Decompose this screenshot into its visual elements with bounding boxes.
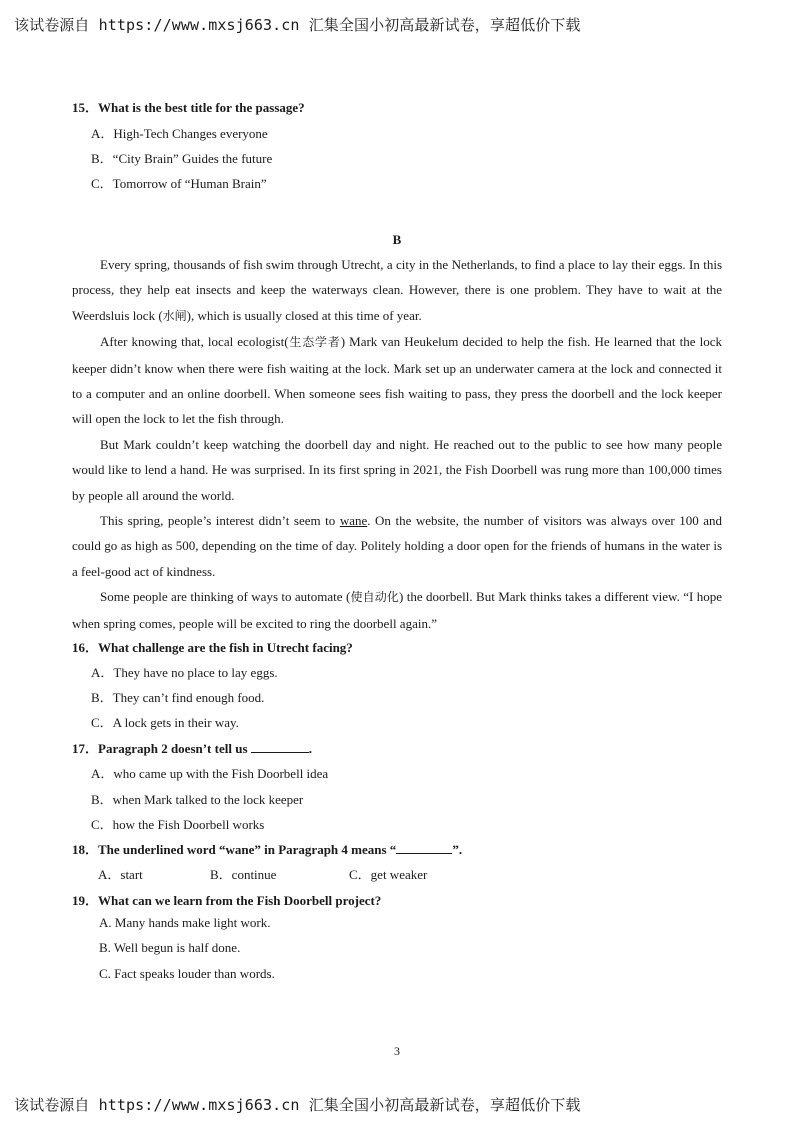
question-15-stem: 15．What is the best title for the passage? — [72, 100, 305, 115]
passage-paragraph-5: Some people are thinking of ways to automate (使自动化) the doorbell. But Mark thinks takes a different view. “I hope when spring comes, people will be excited to ring the doorbell again.” — [72, 589, 722, 631]
question-16-stem: 16．What challenge are the fish in Utrecht facing? — [72, 640, 353, 655]
footer-banner — [14, 1094, 581, 1115]
question-17-option-b: B．when Mark talked to the lock keeper — [91, 792, 304, 807]
question-16-option-c: C．A lock gets in their way. — [91, 715, 239, 730]
passage-paragraph-2: After knowing that, local ecologist(生态学者) Mark van Heukelum decided to help the fish. He learned that the lock keeper didn’t know when there were fish waiting at the lock. Mark set up an underwater camera at the lock and connected it to a computer and an online doorbell. When someone sees fish waiting to pass, they press the doorbell and the lock keeper will open the lock to let the fish through. — [72, 334, 722, 427]
banner-url-link[interactable]: https://www.mxsj663.cn — [98, 1096, 300, 1114]
question-16-option-a: A．They have no place to lay eggs. — [91, 665, 278, 680]
question-19-stem: 19．What can we learn from the Fish Doorbell project? — [72, 893, 382, 908]
question-17-option-c: C．how the Fish Doorbell works — [91, 817, 265, 832]
underlined-word-wane: wane — [339, 513, 368, 529]
question-19-option-a: A. Many hands make light work. — [99, 915, 271, 930]
section-heading: B — [392, 232, 402, 247]
question-18-option-c: C．get weaker — [349, 867, 428, 882]
question-18-option-a: A．start — [98, 867, 143, 882]
banner-tail-text: 汇集全国小初高最新试卷，享超低价下载 — [308, 16, 581, 34]
gloss-lock: 水闸 — [162, 308, 187, 323]
gloss-ecologist: 生态学者 — [288, 335, 341, 350]
question-18-option-b: B．continue — [210, 867, 277, 882]
page-number: 3 — [394, 1044, 400, 1058]
question-19-option-c: C. Fact speaks louder than words. — [99, 966, 275, 981]
question-19-option-b: B. Well begun is half done. — [99, 940, 241, 955]
answer-blank — [396, 842, 452, 854]
question-17-stem: 17．Paragraph 2 doesn’t tell us . — [72, 741, 313, 756]
passage-paragraph-4: This spring, people’s interest didn’t seem to wane. On the website, the number of visitors was always over 100 and could go as high as 500, depending on the time of day. Politely holding a door open for the friends of humans in the water is a feel-good act of kindness. — [72, 513, 722, 579]
question-16-option-b: B．They can’t find enough food. — [91, 690, 265, 705]
passage-paragraph-3: But Mark couldn’t keep watching the doorbell day and night. He reached out to the public to see how many people would like to lend a hand. He was surprised. In its first spring in 2021, the Fish Doorbell was rung more than 100,000 times by people all around the world. — [72, 436, 722, 503]
banner-lead-text: 该试卷源自 — [14, 16, 90, 34]
question-18-stem: 18．The underlined word “wane” in Paragraph 4 means “ ”. — [72, 842, 463, 857]
banner-url-link[interactable]: https://www.mxsj663.cn — [98, 16, 300, 34]
question-15-option-c: C．Tomorrow of “Human Brain” — [91, 176, 267, 191]
answer-blank — [251, 741, 309, 753]
question-15-option-b: B．“City Brain” Guides the future — [91, 151, 273, 166]
gloss-automate: 使自动化 — [350, 590, 400, 605]
question-17-option-a: A．who came up with the Fish Doorbell idea — [91, 766, 329, 781]
banner-lead-text: 该试卷源自 — [14, 1096, 90, 1114]
passage — [72, 252, 722, 636]
banner-tail-text: 汇集全国小初高最新试卷，享超低价下载 — [308, 1096, 581, 1114]
question-15-option-a: A．High-Tech Changes everyone — [91, 126, 268, 141]
header-banner — [14, 14, 581, 35]
passage-paragraph-1: Every spring, thousands of fish swim through Utrecht, a city in the Netherlands, to find a place to lay their eggs. In this process, they help eat insects and keep the waterways clean. However, there is one problem. They have to wait at the Weerdsluis lock (水闸), which is usually closed at this time of year. — [72, 257, 722, 323]
